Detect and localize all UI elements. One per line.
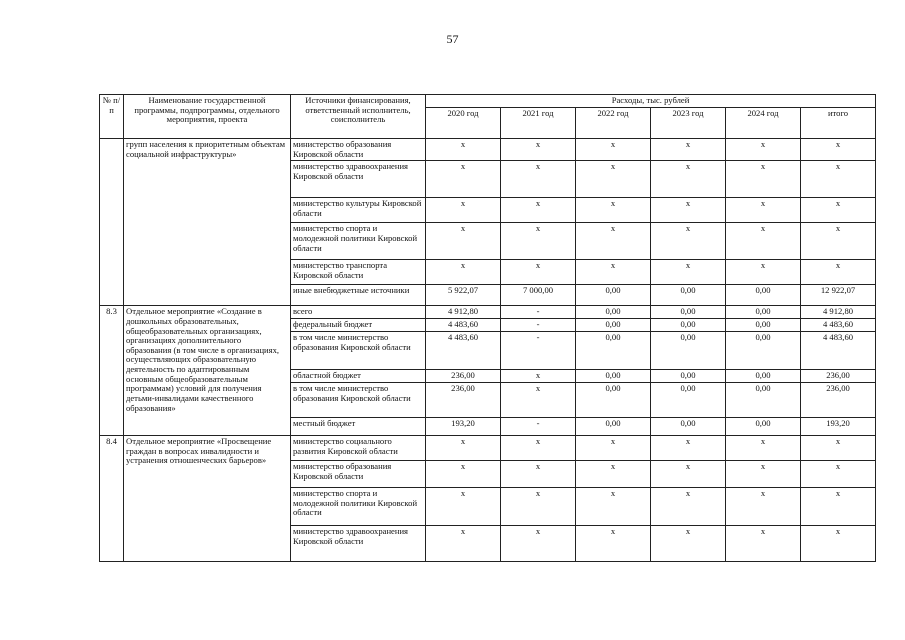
funding-source: министерство образования Кировской области [291, 460, 426, 487]
year-value-cell: х [651, 525, 726, 561]
year-value-cell: х [576, 525, 651, 561]
year-value-cell: 0,00 [576, 306, 651, 319]
year-value-cell: х [501, 198, 576, 223]
year-value-cell: х [651, 435, 726, 460]
year-value-cell: х [501, 369, 576, 382]
year-value-cell: х [501, 161, 576, 198]
header-source: Источники финансирования, ответственный исполнитель, соисполнитель [291, 95, 426, 139]
year-value-cell: х [501, 460, 576, 487]
year-value-cell: х [501, 260, 576, 285]
year-value-cell: х [501, 382, 576, 417]
year-value-cell: 0,00 [651, 382, 726, 417]
year-value-cell: 236,00 [426, 369, 501, 382]
total-cell: 4 912,80 [801, 306, 876, 319]
header-expenses: Расходы, тыс. рублей [426, 95, 876, 108]
total-cell: 236,00 [801, 369, 876, 382]
year-value-cell: 4 483,60 [426, 319, 501, 332]
year-value-cell: 0,00 [726, 319, 801, 332]
year-value-cell: х [501, 487, 576, 525]
table-row [100, 435, 876, 460]
year-value-cell: - [501, 306, 576, 319]
year-value-cell: х [501, 525, 576, 561]
year-value-cell: х [426, 198, 501, 223]
year-value-cell: х [726, 525, 801, 561]
funding-source: министерство транспорта Кировской области [291, 260, 426, 285]
activity-name: Отдельное мероприятие «Просвещение граждан в вопросах инвалидности и устранения отношенческих барьеров» [124, 435, 291, 561]
year-value-cell: 193,20 [426, 417, 501, 435]
budget-table [99, 94, 876, 562]
year-value-cell: - [501, 319, 576, 332]
year-value-cell: х [651, 161, 726, 198]
funding-source: областной бюджет [291, 369, 426, 382]
page-number: 57 [446, 32, 459, 46]
total-cell: 4 483,60 [801, 319, 876, 332]
year-value-cell: - [501, 417, 576, 435]
funding-source: министерство социального развития Кировской области [291, 435, 426, 460]
year-value-cell: х [651, 260, 726, 285]
header-name: Наименование государственной программы, подпрограммы, отдельного мероприятия, проекта [124, 95, 291, 139]
funding-source: министерство здравоохранения Кировской области [291, 161, 426, 198]
total-cell: х [801, 198, 876, 223]
year-value-cell: 0,00 [726, 369, 801, 382]
header-year: 2020 год [426, 108, 501, 139]
header-year: 2023 год [651, 108, 726, 139]
activity-name: Отдельное мероприятие «Создание в дошкольных образовательных, общеобразовательных организациях, организациях дополнительного образования (в том числе в организациях, осуществляющих образовательную деятельность по адаптированным основным общеобразовательным программам) условий для получения детьми-инвалидами качественного образования» [124, 306, 291, 436]
year-value-cell: х [576, 460, 651, 487]
funding-source: федеральный бюджет [291, 319, 426, 332]
year-value-cell: 0,00 [651, 417, 726, 435]
total-cell: 193,20 [801, 417, 876, 435]
year-value-cell: 0,00 [576, 417, 651, 435]
year-value-cell: 0,00 [651, 306, 726, 319]
year-value-cell: х [651, 223, 726, 260]
funding-source: министерство спорта и молодежной политики Кировской области [291, 223, 426, 260]
header-year: 2024 год [726, 108, 801, 139]
year-value-cell: х [651, 139, 726, 161]
year-value-cell: х [501, 223, 576, 260]
year-value-cell: х [426, 460, 501, 487]
funding-source: министерство здравоохранения Кировской области [291, 525, 426, 561]
header-year: 2022 год [576, 108, 651, 139]
year-value-cell: 0,00 [726, 285, 801, 306]
year-value-cell: х [726, 198, 801, 223]
funding-source: местный бюджет [291, 417, 426, 435]
year-value-cell: х [726, 161, 801, 198]
total-cell: х [801, 487, 876, 525]
year-value-cell: х [426, 161, 501, 198]
total-cell: 12 922,07 [801, 285, 876, 306]
funding-source: министерство культуры Кировской области [291, 198, 426, 223]
row-number [100, 139, 124, 306]
year-value-cell: х [576, 223, 651, 260]
year-value-cell: х [426, 260, 501, 285]
year-value-cell: 0,00 [576, 369, 651, 382]
year-value-cell: 5 922,07 [426, 285, 501, 306]
funding-source: в том числе министерство образования Кировской области [291, 382, 426, 417]
year-value-cell: х [651, 460, 726, 487]
funding-source: министерство спорта и молодежной политики Кировской области [291, 487, 426, 525]
year-value-cell: х [426, 223, 501, 260]
year-value-cell: х [576, 260, 651, 285]
header-year: 2021 год [501, 108, 576, 139]
year-value-cell: 0,00 [726, 382, 801, 417]
total-cell: х [801, 525, 876, 561]
year-value-cell: х [576, 139, 651, 161]
year-value-cell: х [426, 435, 501, 460]
year-value-cell: 4 912,80 [426, 306, 501, 319]
table-body [100, 139, 876, 562]
year-value-cell: х [726, 260, 801, 285]
funding-source: в том числе министерство образования Кировской области [291, 331, 426, 369]
year-value-cell: 0,00 [726, 417, 801, 435]
total-cell: х [801, 260, 876, 285]
total-cell: 236,00 [801, 382, 876, 417]
year-value-cell: х [726, 223, 801, 260]
year-value-cell: 0,00 [576, 319, 651, 332]
year-value-cell: х [576, 435, 651, 460]
row-number: 8.3 [100, 306, 124, 436]
year-value-cell: 0,00 [651, 331, 726, 369]
year-value-cell: х [726, 460, 801, 487]
row-number: 8.4 [100, 435, 124, 561]
year-value-cell: 0,00 [651, 319, 726, 332]
year-value-cell: х [501, 139, 576, 161]
year-value-cell: 0,00 [576, 382, 651, 417]
year-value-cell: 7 000,00 [501, 285, 576, 306]
total-cell: 4 483,60 [801, 331, 876, 369]
activity-name: групп населения к приоритетным объектам социальной инфраструктуры» [124, 139, 291, 306]
total-cell: х [801, 460, 876, 487]
year-value-cell: х [726, 435, 801, 460]
year-value-cell: 4 483,60 [426, 331, 501, 369]
year-value-cell: 0,00 [576, 285, 651, 306]
funding-source: всего [291, 306, 426, 319]
year-value-cell: 236,00 [426, 382, 501, 417]
total-cell: х [801, 223, 876, 260]
header-number: № п/п [100, 95, 124, 139]
year-value-cell: х [576, 487, 651, 525]
total-cell: х [801, 139, 876, 161]
year-value-cell: 0,00 [651, 285, 726, 306]
year-value-cell: х [426, 487, 501, 525]
year-value-cell: х [651, 487, 726, 525]
year-value-cell: х [726, 487, 801, 525]
year-value-cell: х [726, 139, 801, 161]
table-row [100, 139, 876, 161]
total-cell: х [801, 161, 876, 198]
year-value-cell: 0,00 [726, 306, 801, 319]
year-value-cell: 0,00 [576, 331, 651, 369]
header-total: итого [801, 108, 876, 139]
year-value-cell: 0,00 [651, 369, 726, 382]
funding-source: иные внебюджетные источники [291, 285, 426, 306]
year-value-cell: - [501, 331, 576, 369]
year-value-cell: 0,00 [726, 331, 801, 369]
total-cell: х [801, 435, 876, 460]
year-value-cell: х [576, 198, 651, 223]
year-value-cell: х [501, 435, 576, 460]
year-value-cell: х [651, 198, 726, 223]
year-value-cell: х [576, 161, 651, 198]
year-value-cell: х [426, 139, 501, 161]
funding-source: министерство образования Кировской области [291, 139, 426, 161]
table-row [100, 306, 876, 319]
year-value-cell: х [426, 525, 501, 561]
